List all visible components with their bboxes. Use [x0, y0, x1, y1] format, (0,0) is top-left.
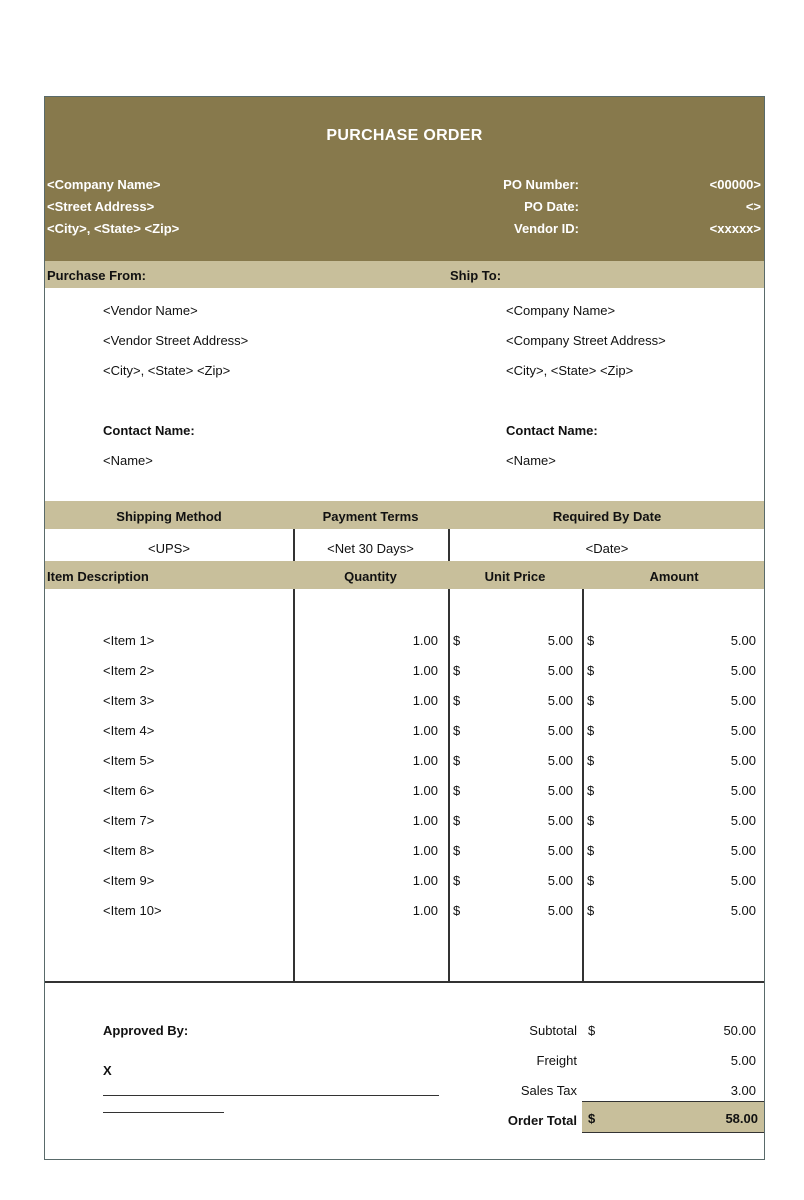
item-quantity: 1.00	[412, 843, 438, 858]
item-unit-price: 5.00	[547, 873, 573, 888]
vendor-id-label: Vendor ID:	[513, 221, 579, 236]
item-quantity: 1.00	[412, 723, 438, 738]
freight-value: 5.00	[730, 1053, 756, 1068]
company-street: <Street Address>	[47, 199, 155, 214]
item-amount: 5.00	[730, 663, 756, 678]
po-number-value: <00000>	[709, 177, 761, 192]
item-unit-price-currency: $	[453, 663, 461, 678]
ship-to-city-state-zip: <City>, <State> <Zip>	[506, 363, 634, 378]
items-heading-band	[45, 561, 764, 589]
item-quantity: 1.00	[412, 663, 438, 678]
approved-by-label: Approved By:	[103, 1023, 189, 1038]
item-amount-currency: $	[587, 723, 595, 738]
item-amount-currency: $	[587, 663, 595, 678]
item-description-heading: Item Description	[47, 569, 149, 584]
item-amount: 5.00	[730, 753, 756, 768]
item-amount: 5.00	[730, 903, 756, 918]
item-unit-price-currency: $	[453, 813, 461, 828]
item-unit-price-currency: $	[453, 873, 461, 888]
column-divider	[582, 589, 584, 981]
column-divider	[293, 589, 295, 981]
item-quantity: 1.00	[412, 633, 438, 648]
address-heading-band	[45, 261, 764, 288]
item-unit-price-currency: $	[453, 693, 461, 708]
item-description: <Item 7>	[103, 813, 155, 828]
item-unit-price-currency: $	[453, 903, 461, 918]
item-unit-price: 5.00	[547, 813, 573, 828]
divider	[293, 529, 295, 561]
purchase-order-document	[44, 96, 765, 1160]
item-amount-currency: $	[587, 693, 595, 708]
item-description: <Item 1>	[103, 633, 155, 648]
shipping-method-heading: Shipping Method	[116, 509, 222, 524]
item-amount-currency: $	[587, 903, 595, 918]
item-quantity: 1.00	[412, 813, 438, 828]
item-quantity: 1.00	[412, 753, 438, 768]
item-unit-price: 5.00	[547, 903, 573, 918]
item-amount-currency: $	[587, 783, 595, 798]
po-date-value: <>	[745, 199, 761, 214]
shipping-heading-band	[45, 501, 764, 529]
item-unit-price: 5.00	[547, 843, 573, 858]
table-bottom-border	[45, 981, 764, 983]
company-name: <Company Name>	[47, 177, 161, 192]
item-unit-price: 5.00	[547, 633, 573, 648]
shipping-method-value: <UPS>	[148, 541, 190, 556]
order-total-value: 58.00	[725, 1111, 758, 1126]
item-unit-price-currency: $	[453, 633, 461, 648]
quantity-heading: Quantity	[344, 569, 397, 584]
item-unit-price-currency: $	[453, 783, 461, 798]
ship-to-heading: Ship To:	[450, 268, 502, 283]
item-amount-currency: $	[587, 633, 595, 648]
required-by-date-heading: Required By Date	[552, 509, 662, 524]
column-divider	[448, 589, 450, 981]
purchase-from-heading: Purchase From:	[47, 268, 146, 283]
signature-date-line[interactable]	[103, 1112, 224, 1113]
item-description: <Item 8>	[103, 843, 155, 858]
item-unit-price: 5.00	[547, 693, 573, 708]
item-unit-price: 5.00	[547, 723, 573, 738]
item-description: <Item 2>	[103, 663, 155, 678]
item-unit-price: 5.00	[547, 663, 573, 678]
item-description: <Item 3>	[103, 693, 155, 708]
divider	[448, 529, 450, 561]
item-amount-currency: $	[587, 873, 595, 888]
ship-to-street: <Company Street Address>	[506, 333, 666, 348]
vendor-city-state-zip: <City>, <State> <Zip>	[103, 363, 231, 378]
item-amount-currency: $	[587, 813, 595, 828]
item-unit-price-currency: $	[453, 753, 461, 768]
item-unit-price-currency: $	[453, 723, 461, 738]
subtotal-label: Subtotal	[529, 1023, 577, 1038]
order-total-box	[582, 1101, 764, 1133]
item-amount: 5.00	[730, 633, 756, 648]
vendor-id-value: <xxxxx>	[709, 221, 761, 236]
po-header	[45, 97, 764, 261]
item-description: <Item 5>	[103, 753, 155, 768]
ship-to-company-name: <Company Name>	[506, 303, 616, 318]
item-amount: 5.00	[730, 723, 756, 738]
item-description: <Item 10>	[103, 903, 162, 918]
item-amount-currency: $	[587, 753, 595, 768]
item-amount: 5.00	[730, 873, 756, 888]
item-amount: 5.00	[730, 843, 756, 858]
item-amount: 5.00	[730, 813, 756, 828]
page-title: PURCHASE ORDER	[326, 127, 483, 144]
subtotal-currency: $	[588, 1023, 596, 1038]
amount-heading: Amount	[649, 569, 699, 584]
sales-tax-value: 3.00	[730, 1083, 756, 1098]
payment-terms-heading: Payment Terms	[322, 509, 419, 524]
signature-line[interactable]	[103, 1095, 439, 1096]
order-total-currency: $	[588, 1111, 596, 1126]
item-quantity: 1.00	[412, 783, 438, 798]
signature-mark: X	[103, 1063, 112, 1078]
order-total-label: Order Total	[507, 1113, 577, 1128]
item-unit-price-currency: $	[453, 843, 461, 858]
vendor-contact-label: Contact Name:	[103, 423, 195, 438]
vendor-name: <Vendor Name>	[103, 303, 198, 318]
company-city-state-zip: <City>, <State> <Zip>	[47, 221, 180, 236]
item-description: <Item 4>	[103, 723, 155, 738]
required-by-date-value: <Date>	[585, 541, 629, 556]
ship-to-contact-name: <Name>	[506, 453, 556, 468]
subtotal-value: 50.00	[723, 1023, 756, 1038]
item-unit-price: 5.00	[547, 783, 573, 798]
item-description: <Item 6>	[103, 783, 155, 798]
freight-label: Freight	[536, 1053, 577, 1068]
item-amount: 5.00	[730, 783, 756, 798]
sales-tax-label: Sales Tax	[520, 1083, 577, 1098]
item-quantity: 1.00	[412, 693, 438, 708]
item-quantity: 1.00	[412, 903, 438, 918]
item-quantity: 1.00	[412, 873, 438, 888]
vendor-contact-name: <Name>	[103, 453, 153, 468]
payment-terms-value: <Net 30 Days>	[327, 541, 414, 556]
item-description: <Item 9>	[103, 873, 155, 888]
item-amount-currency: $	[587, 843, 595, 858]
item-amount: 5.00	[730, 693, 756, 708]
ship-to-contact-label: Contact Name:	[506, 423, 598, 438]
po-date-label: PO Date:	[524, 199, 579, 214]
po-number-label: PO Number:	[503, 177, 579, 192]
unit-price-heading: Unit Price	[484, 569, 546, 584]
item-unit-price: 5.00	[547, 753, 573, 768]
vendor-street: <Vendor Street Address>	[103, 333, 249, 348]
